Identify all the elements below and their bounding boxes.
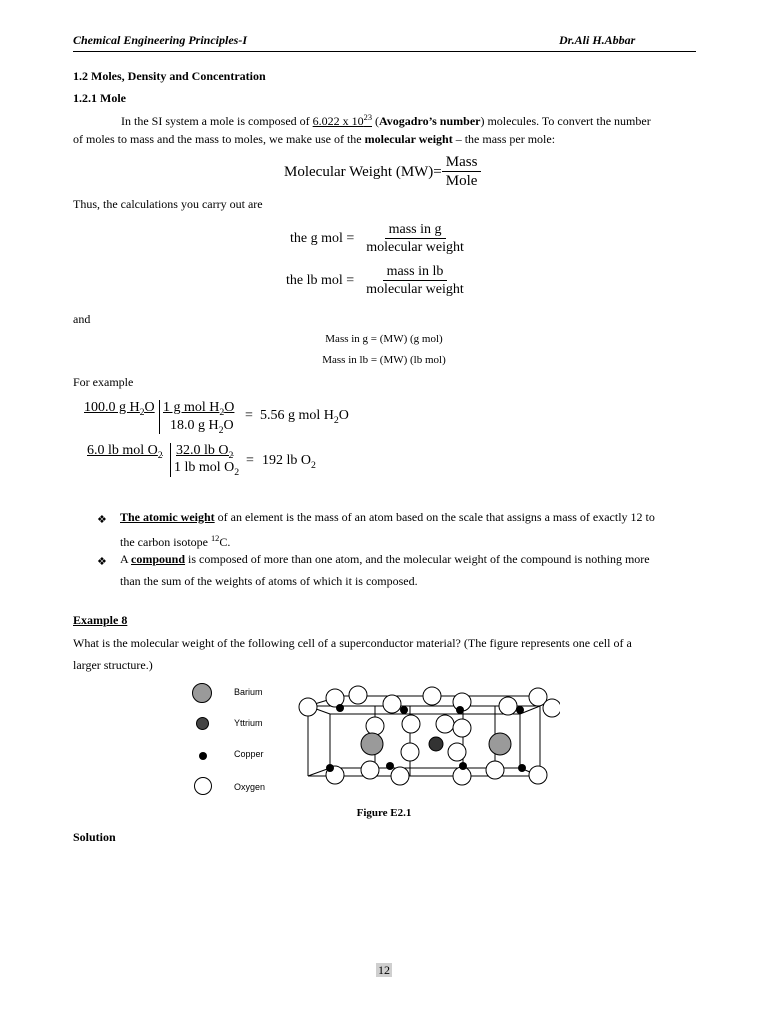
bullet-2-line-2: than the sum of the weights of atoms of which it is composed. <box>120 574 418 588</box>
header-rule <box>73 51 696 52</box>
conv2-factor-den <box>174 460 239 478</box>
example-title: Example 8 <box>73 613 128 627</box>
example-question-line-2: larger structure.) <box>73 658 153 672</box>
legend-label-yttrium: Yttrium <box>234 718 263 728</box>
example-question-line-1: What is the molecular weight of the following cell of a superconductor material? (The figure represents one cell of a <box>73 636 632 650</box>
conv1-den-tail: O <box>223 418 234 433</box>
lbmol-lhs: the lb mol = <box>286 273 355 288</box>
mass-eq-line-2: Mass in lb = (MW) (lb mol) <box>322 354 446 366</box>
conv2-den-text: 1 lb mol O <box>174 460 235 475</box>
subsection-heading: 1.2.1 Mole <box>73 91 126 105</box>
gmol-lhs: the g mol = <box>290 231 355 246</box>
for-example-text: For example <box>73 375 134 389</box>
conv2-equals: = <box>246 453 254 468</box>
conv2-factor-num <box>176 443 233 461</box>
conv2-result <box>262 453 316 471</box>
conv1-result-text: 5.56 g mol H <box>260 408 334 423</box>
conv1-num-text: 1 g mol H <box>163 400 220 415</box>
page-number: 12 <box>378 963 390 977</box>
subscript: 2 <box>234 466 240 478</box>
bullet-1-text: the carbon isotope <box>120 535 211 549</box>
mw-formula-numerator: Mass <box>442 154 482 172</box>
conv2-divider <box>170 443 171 477</box>
avogadro-value <box>313 114 372 128</box>
conv1-quantity-text: 100.0 g H <box>84 400 140 415</box>
intro-text: ) molecules. To convert the number <box>480 114 651 128</box>
bullet-2-text: A <box>120 552 132 566</box>
avogadro-exponent: 23 <box>363 113 373 122</box>
gmol-formula <box>290 221 468 257</box>
molecular-weight-term: molecular weight <box>364 132 453 146</box>
mw-formula-denominator: Mole <box>445 173 478 189</box>
and-text: and <box>73 312 91 326</box>
conv1-quantity <box>84 400 155 418</box>
header-author: Dr.Ali H.Abbar <box>559 33 636 47</box>
intro-line-2 <box>73 128 555 151</box>
subscript: 2 <box>311 459 316 471</box>
intro-text: In the SI system a mole is composed of <box>121 114 313 128</box>
mw-formula-lhs: Molecular Weight (MW)= <box>284 163 442 180</box>
conv1-result-tail: O <box>338 408 349 423</box>
conv1-quantity-tail: O <box>144 400 155 415</box>
section-heading: 1.2 Moles, Density and Concentration <box>73 69 266 83</box>
yttrium-swatch <box>196 717 209 730</box>
mw-formula <box>284 154 481 190</box>
avogadro-mantissa: 6.022 x 10 <box>312 114 364 128</box>
diamond-bullet-icon: ❖ <box>97 556 107 568</box>
subscript: 2 <box>157 449 163 461</box>
bullet-1-line-1 <box>120 506 655 529</box>
subscript: 2 <box>333 414 339 426</box>
lbmol-denominator: molecular weight <box>366 282 464 297</box>
compound-term: compound <box>131 552 186 566</box>
solution-label: Solution <box>73 830 116 844</box>
bullet-1-text: C. <box>219 535 231 549</box>
conv2-quantity-text: 6.0 lb mol O <box>87 443 158 458</box>
lbmol-numerator: mass in lb <box>383 263 448 281</box>
legend-label-oxygen: Oxygen <box>234 782 266 792</box>
intro-text: ( <box>372 114 380 128</box>
copper-swatch <box>199 752 207 760</box>
conv2-num-text: 32.0 lb O <box>176 443 229 458</box>
intro-text: of moles to mass and the mass to moles, we make use of the <box>73 132 365 146</box>
lbmol-formula <box>286 263 468 299</box>
diamond-bullet-icon: ❖ <box>97 514 107 526</box>
mass-eq-line-1: Mass in g = (MW) (g mol) <box>325 333 443 345</box>
conv2-quantity <box>87 443 163 461</box>
superconductor-cell-diagram <box>290 680 560 800</box>
subscript: 2 <box>218 424 224 436</box>
conv1-factor-den <box>170 418 234 436</box>
subscript: 2 <box>139 406 145 418</box>
atomic-weight-term: The atomic weight <box>120 510 215 524</box>
thus-text: Thus, the calculations you carry out are <box>73 197 263 211</box>
intro-text: – the mass per mole: <box>452 132 556 146</box>
header-title: Chemical Engineering Principles-I <box>73 33 248 47</box>
oxygen-swatch <box>194 777 212 795</box>
subscript: 2 <box>219 406 225 418</box>
bullet-2-line-1 <box>120 548 650 571</box>
conv1-factor-num <box>163 400 234 418</box>
figure-caption: Figure E2.1 <box>356 807 412 819</box>
conv1-result <box>260 408 349 426</box>
conv1-num-tail: O <box>224 400 235 415</box>
legend-label-barium: Barium <box>234 687 263 697</box>
legend-label-copper: Copper <box>234 749 264 759</box>
subscript: 2 <box>228 449 234 461</box>
bullet-1-text: of an element is the mass of an atom based on the scale that assigns a mass of exactly 12 to <box>214 510 655 524</box>
bullet-2-text: is composed of more than one atom, and the molecular weight of the compound is nothing more <box>185 552 650 566</box>
isotope-superscript: 12 <box>210 534 220 543</box>
gmol-denominator: molecular weight <box>366 240 464 255</box>
conv1-divider <box>159 400 160 434</box>
avogadro-label: Avogadro’s number <box>379 114 481 128</box>
conv1-den-text: 18.0 g H <box>170 418 219 433</box>
barium-swatch <box>192 683 212 703</box>
conv2-result-text: 192 lb O <box>262 453 311 468</box>
gmol-numerator: mass in g <box>385 221 446 239</box>
conv1-equals: = <box>245 408 253 423</box>
